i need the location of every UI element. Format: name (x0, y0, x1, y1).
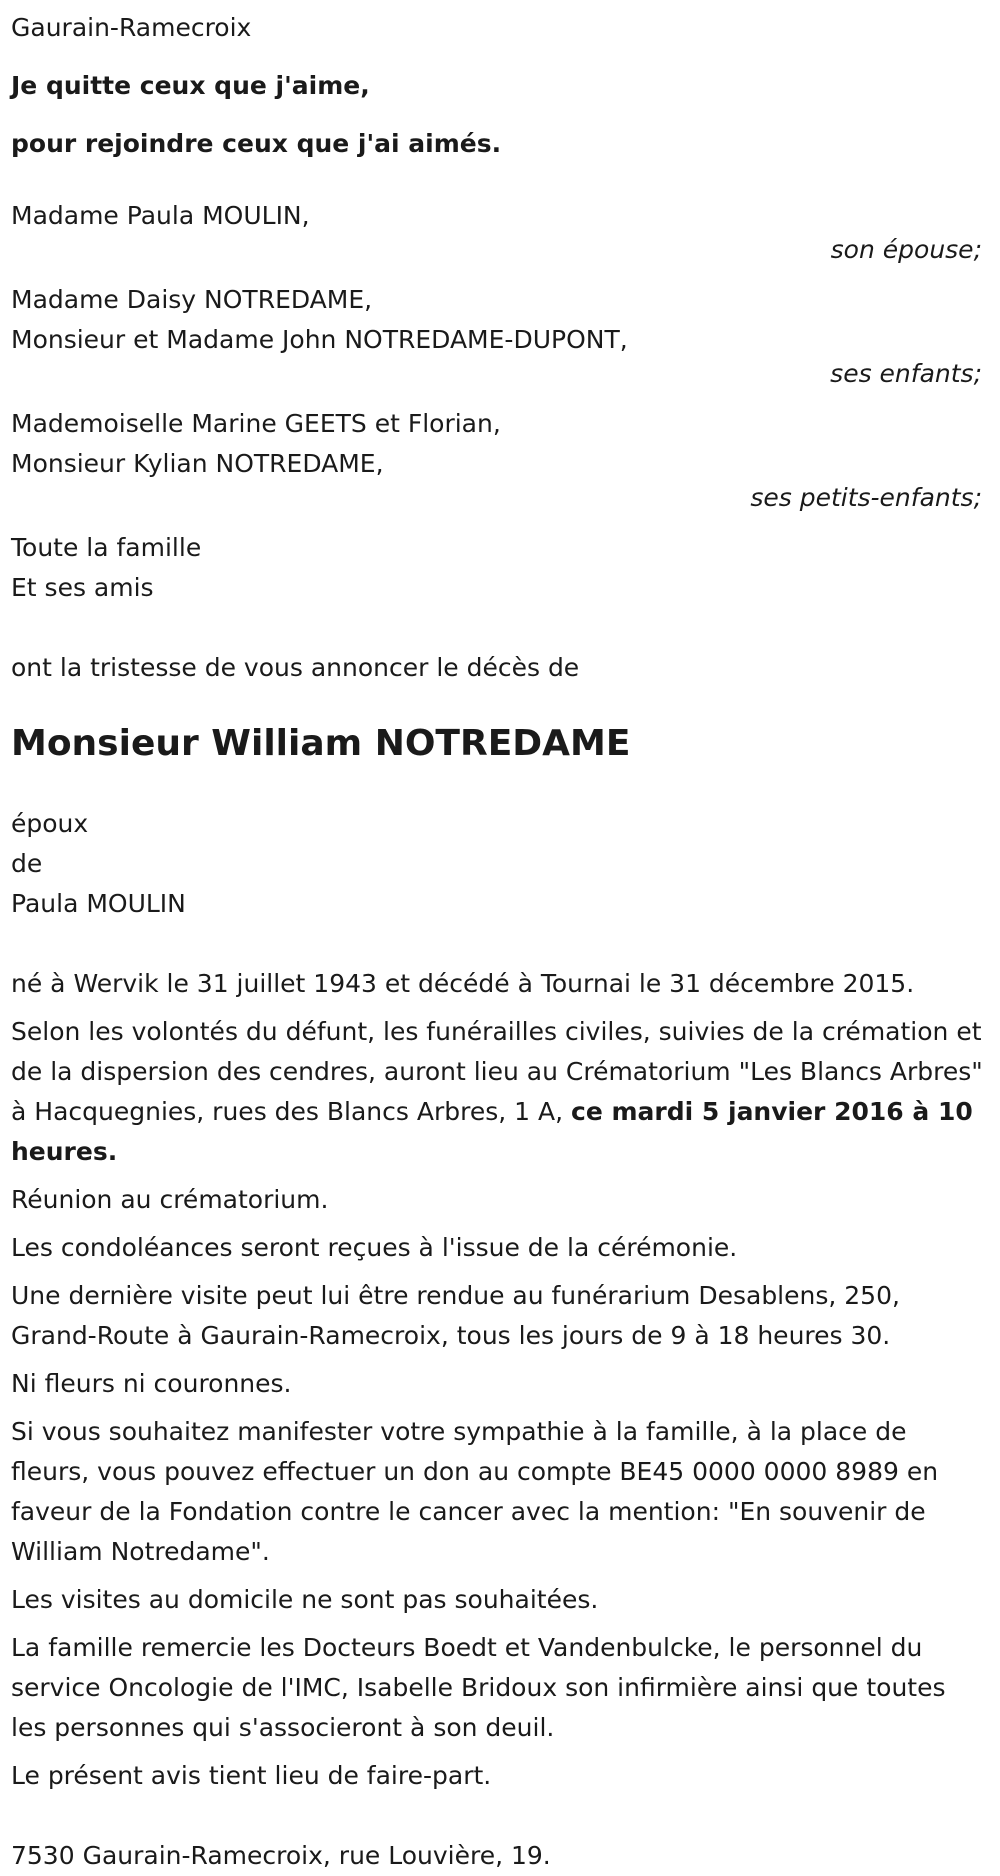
family-name: Monsieur Kylian NOTREDAME, (11, 449, 384, 478)
family-group-children (11, 280, 988, 394)
flowers-paragraph: Ni fleurs ni couronnes. (11, 1369, 292, 1398)
family-name: Madame Paula MOULIN, (11, 201, 310, 230)
deceased-name: Monsieur William NOTREDAME (11, 723, 631, 764)
family-name: Mademoiselle Marine GEETS et Florian, (11, 409, 501, 438)
funeral-date: ce mardi 5 janvier 2016 à 10 heures. (11, 1097, 973, 1166)
header-city: Gaurain-Ramecroix (11, 13, 252, 42)
birth-death-paragraph: né à Wervik le 31 juillet 1943 et décédé à Tournai le 31 décembre 2015. (11, 969, 915, 998)
donation-paragraph: Si vous souhaitez manifester votre sympathie à la famille, à la place de fleurs, vous pouvez effectuer un don au compte BE45 0000 0000 8989 en faveur de la Fondation contre le cancer avec la mention: "En souvenir de William Notredame". (11, 1417, 939, 1566)
reunion-paragraph: Réunion au crématorium. (11, 1185, 329, 1214)
condolences-paragraph: Les condoléances seront reçues à l'issue de la cérémonie. (11, 1233, 738, 1262)
family-group-spouse (11, 196, 988, 270)
others-line: Toute la famille (11, 533, 202, 562)
notice-paragraph: Le présent avis tient lieu de faire-part. (11, 1761, 492, 1790)
quote-line-2: pour rejoindre ceux que j'ai aimés. (11, 129, 502, 158)
others-line: Et ses amis (11, 573, 154, 602)
spouse-line: Paula MOULIN (11, 889, 186, 918)
spouse-line: époux (11, 809, 89, 838)
family-name: Monsieur et Madame John NOTREDAME-DUPONT, (11, 325, 628, 354)
quote-line-1: Je quitte ceux que j'aime, (11, 71, 370, 100)
family-role: ses petits-enfants; (750, 483, 982, 512)
family-role: son épouse; (830, 235, 982, 264)
address-line: 7530 Gaurain-Ramecroix, rue Louvière, 19. (11, 1841, 551, 1870)
funeral-intro: Selon les volontés du défunt, les funérailles civiles, suivies de la crémation et de la dispersion des cendres, auront lieu au Crématorium "Les Blancs Arbres" à Hacquegnies, rues des Blancs Arbres, 1 A, (11, 1017, 983, 1126)
family-role: ses enfants; (830, 359, 982, 388)
funeral-paragraph (11, 1012, 988, 1172)
visit-paragraph: Une dernière visite peut lui être rendue au funérarium Desablens, 250, Grand-Route à Gaurain-Ramecroix, tous les jours de 9 à 18 heures 30. (11, 1281, 900, 1350)
spouse-line: de (11, 849, 43, 878)
thanks-paragraph: La famille remercie les Docteurs Boedt et Vandenbulcke, le personnel du service Oncologie de l'IMC, Isabelle Bridoux son infirmière ainsi que toutes les personnes qui s'associeront à son deuil. (11, 1633, 946, 1742)
home-visits-paragraph: Les visites au domicile ne sont pas souhaitées. (11, 1585, 599, 1614)
family-group-grandchildren (11, 404, 988, 518)
announcement-text: ont la tristesse de vous annoncer le décès de (11, 653, 580, 682)
family-name: Madame Daisy NOTREDAME, (11, 285, 373, 314)
